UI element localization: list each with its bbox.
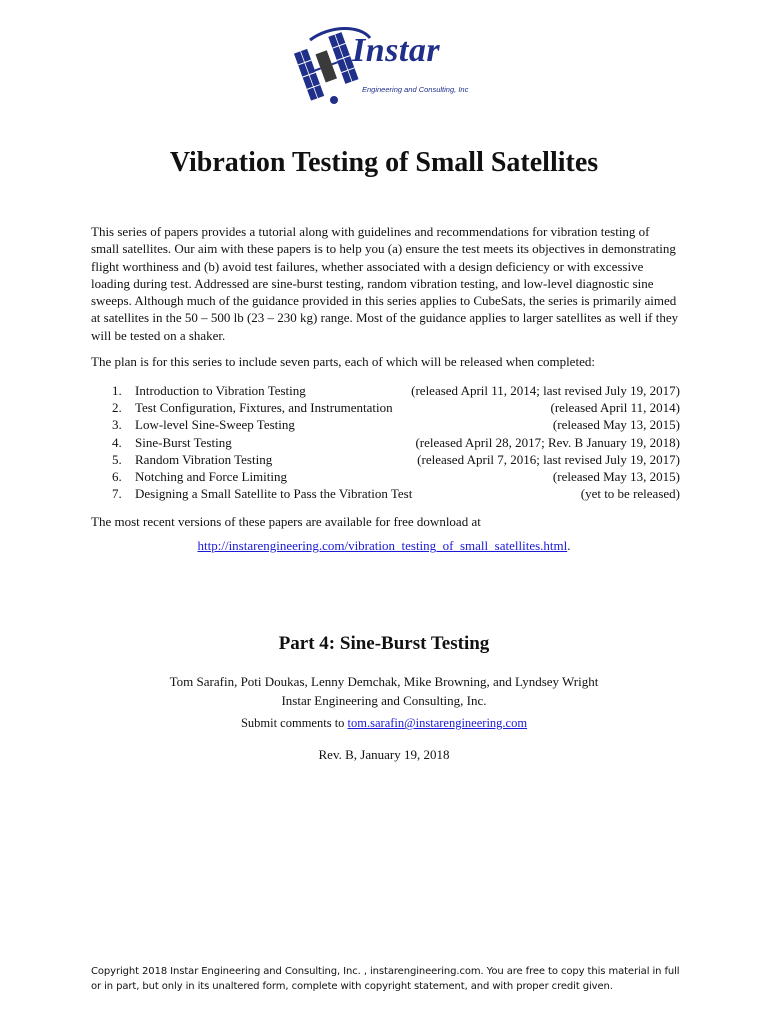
- part-status: (released April 7, 2016; last revised July 19, 2017): [417, 451, 680, 467]
- url-period: .: [567, 538, 571, 553]
- download-url-line: [0, 538, 768, 554]
- authors: Tom Sarafin, Poti Doukas, Lenny Demchak, Mike Browning, and Lyndsey Wright: [169, 674, 599, 689]
- instar-logo: [290, 20, 490, 110]
- part-status: (released May 13, 2015): [552, 468, 680, 484]
- list-item: [112, 416, 680, 433]
- download-link[interactable]: http://instarengineering.com/vibration_testing_of_small_satellites.html: [197, 538, 568, 553]
- part-name: Notching and Force Limiting: [135, 468, 288, 484]
- logo-subtitle: Engineering and Consulting, Inc: [362, 85, 469, 94]
- submit-comments: [0, 716, 768, 731]
- part-number: 7.: [112, 486, 122, 502]
- document-title: Vibration Testing of Small Satellites: [169, 147, 599, 178]
- part-name: Introduction to Vibration Testing: [135, 383, 306, 398]
- submit-label: Submit comments to: [240, 716, 348, 730]
- part-status: (released May 13, 2015): [552, 417, 680, 433]
- part-name: Test Configuration, Fixtures, and Instrumentation: [135, 400, 393, 416]
- logo-wordmark: Instar: [352, 32, 441, 69]
- part-status: (yet to be released): [580, 486, 680, 502]
- part-name: Sine-Burst Testing: [135, 434, 232, 450]
- list-item: [112, 382, 680, 399]
- part-title: Part 4: Sine-Burst Testing: [278, 633, 490, 654]
- part-status: (released April 11, 2014): [550, 400, 680, 416]
- part-name: Designing a Small Satellite to Pass the Vibration Test: [135, 486, 413, 502]
- availability-paragraph: The most recent versions of these papers are available for free download at: [91, 514, 481, 529]
- part-number: 2.: [112, 400, 122, 416]
- list-item: [112, 399, 680, 416]
- list-item: [112, 468, 680, 485]
- series-parts-list: [112, 382, 680, 502]
- part-name: Random Vibration Testing: [135, 451, 273, 467]
- part-number: 6.: [112, 468, 122, 484]
- list-item: [112, 485, 680, 502]
- part-status: (released April 28, 2017; Rev. B January 19, 2018): [415, 434, 680, 450]
- copyright-footer: Copyright 2018 Instar Engineering and Consulting, Inc. , instarengineering.com. You are free to copy this material in full or in part, but only in its unaltered form, complete with copyright statement, and with proper credit given.: [91, 966, 680, 992]
- part-number: 5.: [112, 451, 122, 467]
- plan-paragraph: The plan is for this series to include seven parts, each of which will be released when completed:: [91, 354, 595, 369]
- list-item: [112, 434, 680, 451]
- part-number: 1.: [112, 383, 122, 398]
- email-link[interactable]: tom.sarafin@instarengineering.com: [347, 716, 528, 730]
- part-status: (released April 11, 2014; last revised July 19, 2017): [411, 383, 680, 398]
- intro-paragraph: This series of papers provides a tutorial along with guidelines and recommendations for vibration testing of small satellites. Our aim with these papers is to help you (a) ensure the test meets its objectives in demonstrating flight worthiness and (b) avoid test failures, whether associated with a design deficiency or with excessive loading during test. Addressed are sine-burst testing, random vibration testing, and low-level diagnostic sine sweeps. Although much of the guidance provided in this series applies to CubeSats, the series is primarily aimed at satellites in the 50 – 500 lb (23 – 230 kg) range. Most of the guidance applies to larger satellites as well if they will be tested on a shaker.: [91, 224, 679, 343]
- revision-date: Rev. B, January 19, 2018: [318, 747, 450, 762]
- organization: Instar Engineering and Consulting, Inc.: [281, 693, 487, 708]
- part-name: Low-level Sine-Sweep Testing: [135, 417, 295, 433]
- part-number: 3.: [112, 417, 122, 433]
- list-item: [112, 451, 680, 468]
- part-number: 4.: [112, 434, 122, 450]
